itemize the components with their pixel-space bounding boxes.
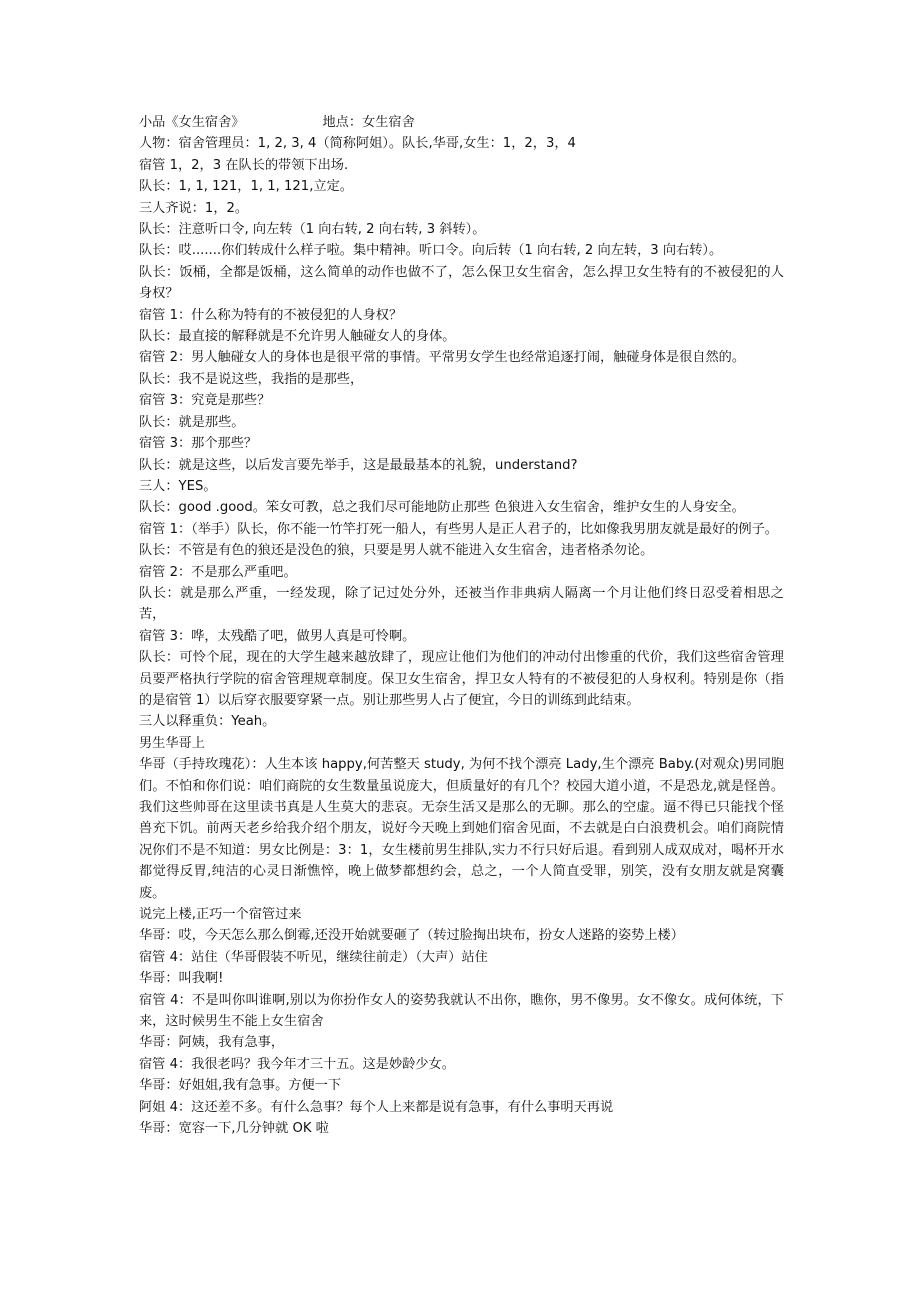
script-paragraph: 三人齐说：1，2。 [139,200,249,216]
script-paragraph: 宿管 4：我很老吗？我今年才三十五。这是妙龄少女。 [139,1056,455,1072]
script-paragraph: 队长：最直接的解释就是不允许男人触碰女人的身体。 [139,329,456,345]
script-paragraph: 队长：good .good。笨女可教，总之我们尽可能地防止那些 色狼进入女生宿舍，维护女生的人身安全。 [139,500,745,516]
script-paragraph: 宿管 2：男人触碰女人的身体也是很平常的事情。平常男女学生也经常追逐打闹，触碰身体是很自然的。 [139,350,746,366]
script-paragraph: 队长：就是那么严重，一经发现，除了记过处分外，还被当作非典病人隔离一个月让他们终日忍受着相思之苦， [139,585,784,623]
script-paragraph: 华哥：阿姨，我有急事， [139,1035,285,1051]
script-paragraph: 阿姐 4：这还差不多。有什么急事？每个人上来都是说有急事，有什么事明天再说 [139,1099,614,1115]
script-paragraph: 三人以释重负：Yeah。 [139,714,276,730]
script-paragraph: 男生华哥上 [139,735,205,751]
script-paragraph: 三人：YES。 [139,478,217,494]
script-paragraph: 队长：1, 1, 121，1, 1, 121,立定。 [139,179,353,195]
script-paragraph: 宿管 1：（举手）队长，你不能一竹竿打死一船人，有些男人是正人君子的，比如像我男朋友就是最好的例子。 [139,521,778,537]
script-paragraph: 宿管 4：站住（华哥假装不听见，继续往前走）（大声）站住 [139,949,488,965]
script-paragraph: 宿管 3：究竟是那些？ [139,393,271,409]
script-paragraph: 宿管 1：什么称为特有的不被侵犯的人身权？ [139,307,403,323]
title-line [139,112,784,133]
document-body [139,112,784,1140]
script-paragraph: 宿管 3：哗，太残酷了吧，做男人真是可怜啊。 [139,628,416,644]
script-paragraph: 人物：宿舍管理员：1, 2, 3, 4（简称阿姐）。队长,华哥,女生：1，2，3，4 [139,136,576,152]
script-text [139,133,784,1139]
script-paragraph: 队长：我不是说这些，我指的是那些， [139,371,364,387]
script-paragraph: 队长：注意听口令, 向左转（1 向右转, 2 向右转, 3 斜转）。 [139,222,486,238]
script-paragraph: 队长：哎.......你们转成什么样子啦。集中精神。听口令。向后转（1 向右转, 2 向左转，3 向右转）。 [139,243,723,259]
script-title: 小品《女生宿舍》 [139,115,245,130]
script-paragraph: 队长：可怜个屁，现在的大学生越来越放肆了，现应让他们为他们的冲动付出惨重的代价，我们这些宿舍管理员要严格执行学院的宿舍管理规章制度。保卫女生宿舍，捍卫女人特有的不被侵犯的人身权利。特别是你（指的是宿管 1）以后穿衣服要穿紧一点。别让那些男人占了便宜，今日的训练到此结束。 [139,650,784,708]
script-paragraph: 队长：就是那些。 [139,414,245,430]
script-paragraph: 队长：饭桶，全都是饭桶，这么简单的动作也做不了，怎么保卫女生宿舍，怎么捍卫女生特有的不被侵犯的人身权？ [139,264,784,302]
script-paragraph: 队长：就是这些，以后发言要先举手，这是最最基本的礼貌，understand? [139,457,578,473]
script-paragraph: 宿管 3：那个那些？ [139,436,258,452]
script-paragraph: 说完上楼,正巧一个宿管过来 [139,907,302,923]
script-paragraph: 宿管 1，2，3 在队长的带领下出场. [139,157,349,173]
script-paragraph: 队长：不管是有色的狼还是没色的狼，只要是男人就不能进入女生宿舍，违者格杀勿论。 [139,543,654,559]
script-location: 地点：女生宿舍 [322,115,415,130]
script-paragraph: 华哥：宽容一下,几分钟就 OK 啦 [139,1121,329,1137]
script-paragraph: 宿管 2：不是那么严重吧。 [139,564,297,580]
script-paragraph: 宿管 4：不是叫你叫谁啊,别以为你扮作女人的姿势我就认不出你，瞧你，男不像男。女不像女。成何体统，下来，这时候男生不能上女生宿舍 [139,992,784,1030]
script-paragraph: 华哥：好姐姐,我有急事。方便一下 [139,1078,342,1094]
script-paragraph: 华哥（手持玫瑰花）：人生本该 happy,何苦整天 study, 为何不找个漂亮 Lady,生个漂亮 Baby.(对观众)男同胞们。不怕和你们说：咱们商院的女生数量虽说庞大，但质量好的有几个？校园大道小道，不是恐龙,就是怪兽。我们这些帅哥在这里读书真是人生莫大的悲哀。无奈生活又是那么的无聊。那么的空虚。逼不得已只能找个怪兽充下饥。前两天老乡给我介绍个朋友，说好今天晚上到她们宿舍见面，不去就是白白浪费机会。咱们商院情况你们不是不知道：男女比例是：3：1，女生楼前男生排队,实力不行只好后退。看到别人成双成对，喝杯开水都觉得反胃,纯洁的心灵日渐憔悴，晚上做梦都想约会，总之，一个人简直受罪，别笑，没有女朋友就是窝囊废。 [139,757,785,901]
script-paragraph: 华哥：哎，今天怎么那么倒霉,还没开始就要砸了（转过脸掏出块布，扮女人迷路的姿势上楼） [139,928,684,944]
script-paragraph: 华哥：叫我啊! [139,971,224,987]
